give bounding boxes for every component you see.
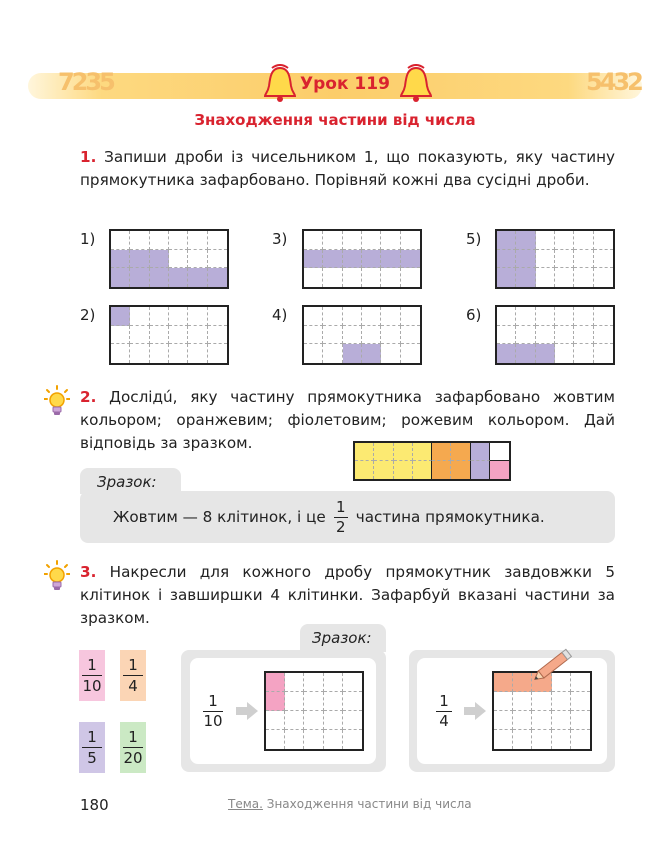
- grid-cell: [304, 692, 323, 711]
- grid-cell: [401, 268, 420, 287]
- task3-text: [80, 561, 615, 630]
- grid-cell: [323, 326, 342, 345]
- grid-cell: [323, 344, 342, 363]
- grid-cell: [516, 307, 535, 326]
- grid-cell: [304, 307, 323, 326]
- example-fraction-1: [203, 693, 223, 730]
- sample-sentence: [113, 495, 545, 539]
- color-cell: [451, 461, 470, 479]
- grid-cell: [208, 344, 227, 363]
- grid-cell: [552, 711, 571, 730]
- grid-figure-5: [495, 229, 615, 289]
- fraction-card: [79, 650, 105, 701]
- grid-cell: [304, 673, 323, 692]
- task3-instruction: Накресли для кожного дробу прямокутник завдовжки 5 клітинок і завширшки 4 клітинки. Зафарбуй вказані частини за зразком.: [80, 563, 615, 627]
- fraction-bar: [123, 675, 143, 676]
- grid-cell: [111, 231, 130, 250]
- grid-figure-1: [109, 229, 229, 289]
- card-den: 5: [87, 749, 97, 767]
- task1-instruction: Запиши дроби із чисельником 1, що показують, яку частину прямокутника зафарбовано. Порівняй кожні два сусідні дроби.: [80, 148, 616, 189]
- grid-cell: [324, 692, 343, 711]
- footer-topic-text: Знаходження частини від числа: [266, 797, 472, 811]
- grid-cell: [150, 250, 169, 269]
- task2-number: 2.: [80, 388, 97, 406]
- lightbulb-icon: [44, 385, 70, 419]
- grid-cell: [497, 268, 516, 287]
- grid-cell: [594, 307, 613, 326]
- grid-cell: [324, 711, 343, 730]
- grid-cell: [513, 692, 532, 711]
- grid-cell: [111, 344, 130, 363]
- grid-cell: [343, 692, 362, 711]
- pencil-icon: [528, 644, 580, 686]
- grid-cell: [304, 231, 323, 250]
- color-cell: [374, 443, 393, 461]
- card-num: 1: [87, 728, 97, 746]
- color-cell: [413, 443, 432, 461]
- task1-number: 1.: [80, 148, 97, 166]
- grid-cell: [555, 231, 574, 250]
- bell-icon-left: [262, 64, 298, 104]
- grid-cell: [497, 250, 516, 269]
- example-fraction-2: [436, 693, 452, 730]
- figure-label-5: 5): [466, 230, 482, 248]
- grid-cell: [594, 250, 613, 269]
- grid-cell: [362, 307, 381, 326]
- grid-cell: [208, 231, 227, 250]
- grid-cell: [323, 231, 342, 250]
- fraction-card: [120, 722, 146, 773]
- page-subtitle: Знаходження частини від числа: [194, 111, 476, 129]
- example-fraction-den: 10: [203, 712, 223, 730]
- grid-cell: [188, 307, 207, 326]
- color-rectangle: [353, 441, 511, 481]
- example-fraction-den: 4: [439, 712, 449, 730]
- card-den: 4: [128, 677, 138, 695]
- color-cell: [451, 443, 470, 461]
- grid-cell: [381, 344, 400, 363]
- grid-cell: [188, 326, 207, 345]
- grid-cell: [130, 326, 149, 345]
- grid-cell: [285, 673, 304, 692]
- card-den: 10: [82, 677, 102, 695]
- figure-label-2: 2): [80, 306, 96, 324]
- sample-text-after: частина прямокутника.: [355, 508, 545, 526]
- grid-cell: [574, 307, 593, 326]
- grid-cell: [594, 231, 613, 250]
- grid-cell: [571, 711, 590, 730]
- grid-cell: [513, 711, 532, 730]
- grid-cell: [324, 730, 343, 749]
- grid-cell: [381, 250, 400, 269]
- grid-cell: [304, 250, 323, 269]
- grid-cell: [536, 344, 555, 363]
- color-cell: [471, 443, 490, 461]
- grid-cell: [343, 307, 362, 326]
- grid-cell: [169, 344, 188, 363]
- sample-fraction-num: 1: [335, 497, 346, 516]
- grid-cell: [304, 268, 323, 287]
- color-cell: [432, 443, 451, 461]
- color-cell: [355, 461, 374, 479]
- grid-cell: [150, 268, 169, 287]
- grid-cell: [555, 344, 574, 363]
- grid-cell: [208, 268, 227, 287]
- fraction-card: [120, 650, 146, 701]
- grid-cell: [304, 326, 323, 345]
- grid-cell: [150, 326, 169, 345]
- grid-cell: [574, 326, 593, 345]
- grid-cell: [324, 673, 343, 692]
- grid-cell: [574, 344, 593, 363]
- grid-cell: [401, 344, 420, 363]
- grid-cell: [304, 711, 323, 730]
- color-cell: [432, 461, 451, 479]
- grid-cell: [362, 344, 381, 363]
- lesson-title: Урок 119: [300, 74, 390, 94]
- decor-numbers-left: 7235: [58, 68, 113, 96]
- grid-cell: [552, 730, 571, 749]
- grid-cell: [362, 326, 381, 345]
- grid-cell: [536, 268, 555, 287]
- grid-cell: [169, 307, 188, 326]
- grid-cell: [594, 268, 613, 287]
- grid-cell: [285, 692, 304, 711]
- grid-cell: [362, 231, 381, 250]
- card-num: 1: [128, 728, 138, 746]
- grid-cell: [574, 231, 593, 250]
- grid-cell: [401, 250, 420, 269]
- grid-cell: [343, 326, 362, 345]
- decor-numbers-right: 5432: [586, 68, 641, 96]
- card-den: 20: [123, 749, 143, 767]
- color-cell: [374, 461, 393, 479]
- grid-cell: [188, 268, 207, 287]
- grid-cell: [574, 268, 593, 287]
- color-cell: [471, 461, 490, 479]
- bell-icon-right: [398, 64, 434, 104]
- fraction-bar: [123, 747, 143, 748]
- grid-cell: [362, 268, 381, 287]
- grid-cell: [516, 268, 535, 287]
- grid-cell: [494, 673, 513, 692]
- grid-figure-6: [495, 305, 615, 365]
- grid-cell: [497, 326, 516, 345]
- grid-cell: [285, 730, 304, 749]
- color-cell: [394, 461, 413, 479]
- grid-cell: [497, 231, 516, 250]
- grid-cell: [362, 250, 381, 269]
- grid-cell: [401, 231, 420, 250]
- grid-cell: [169, 231, 188, 250]
- grid-cell: [188, 231, 207, 250]
- task1-text: [80, 146, 615, 192]
- footer-topic: [228, 797, 472, 811]
- grid-cell: [555, 326, 574, 345]
- example-fraction-num: 1: [208, 692, 218, 710]
- grid-cell: [536, 250, 555, 269]
- grid-cell: [323, 250, 342, 269]
- grid-cell: [304, 344, 323, 363]
- sample-fraction: [334, 499, 348, 536]
- grid-figure-2: [109, 305, 229, 365]
- grid-cell: [532, 730, 551, 749]
- grid-cell: [343, 268, 362, 287]
- figure-label-6: 6): [466, 306, 482, 324]
- grid-cell: [516, 250, 535, 269]
- grid-cell: [266, 711, 285, 730]
- grid-cell: [169, 250, 188, 269]
- grid-cell: [536, 326, 555, 345]
- grid-cell: [130, 344, 149, 363]
- fraction-bar: [82, 675, 102, 676]
- grid-cell: [381, 326, 400, 345]
- grid-figure-3: [302, 229, 422, 289]
- grid-cell: [150, 307, 169, 326]
- grid-cell: [552, 692, 571, 711]
- grid-cell: [381, 268, 400, 287]
- grid-cell: [266, 730, 285, 749]
- grid-cell: [555, 268, 574, 287]
- sample-fraction-den: 2: [335, 517, 346, 536]
- grid-cell: [571, 730, 590, 749]
- grid-cell: [494, 730, 513, 749]
- grid-cell: [304, 730, 323, 749]
- grid-cell: [401, 307, 420, 326]
- arrow-right-icon: [236, 702, 258, 720]
- grid-figure-4: [302, 305, 422, 365]
- grid-cell: [494, 711, 513, 730]
- grid-cell: [343, 250, 362, 269]
- page-number: 180: [80, 796, 109, 814]
- grid-cell: [150, 231, 169, 250]
- grid-cell: [555, 250, 574, 269]
- grid-cell: [516, 344, 535, 363]
- grid-cell: [516, 231, 535, 250]
- task2-text: [80, 386, 615, 455]
- grid-cell: [169, 326, 188, 345]
- color-cell: [490, 461, 509, 479]
- grid-cell: [497, 344, 516, 363]
- sample-text-before: Жовтим — 8 клітинок, і це: [113, 508, 326, 526]
- arrow-right-icon: [464, 702, 486, 720]
- color-cell: [413, 461, 432, 479]
- grid-cell: [343, 711, 362, 730]
- example-fraction-num: 1: [439, 692, 449, 710]
- grid-cell: [516, 326, 535, 345]
- card-num: 1: [128, 656, 138, 674]
- grid-cell: [574, 250, 593, 269]
- grid-cell: [532, 692, 551, 711]
- grid-cell: [343, 730, 362, 749]
- grid-cell: [169, 268, 188, 287]
- grid-cell: [130, 307, 149, 326]
- grid-cell: [111, 326, 130, 345]
- grid-cell: [381, 307, 400, 326]
- grid-cell: [594, 326, 613, 345]
- grid-cell: [555, 307, 574, 326]
- grid-cell: [111, 307, 130, 326]
- grid-cell: [208, 307, 227, 326]
- grid-cell: [150, 344, 169, 363]
- grid-cell: [130, 250, 149, 269]
- example-grid-1: [264, 671, 364, 751]
- footer-topic-label: Тема.: [228, 797, 263, 811]
- figure-label-4: 4): [272, 306, 288, 324]
- grid-cell: [130, 268, 149, 287]
- task2-instruction: Дослідú, яку частину прямокутника зафарбовано жовтим кольором; оранжевим; фіолетовим; рожевим кольором. Дай відповідь за зразком.: [80, 388, 615, 452]
- grid-cell: [323, 268, 342, 287]
- grid-cell: [571, 692, 590, 711]
- task3-number: 3.: [80, 563, 97, 581]
- grid-cell: [130, 231, 149, 250]
- grid-cell: [381, 231, 400, 250]
- grid-cell: [343, 231, 362, 250]
- grid-cell: [188, 344, 207, 363]
- grid-cell: [343, 344, 362, 363]
- grid-cell: [208, 250, 227, 269]
- sample-tab-3: Зразок:: [300, 624, 386, 652]
- grid-cell: [536, 231, 555, 250]
- grid-cell: [323, 307, 342, 326]
- grid-cell: [343, 673, 362, 692]
- fraction-card: [79, 722, 105, 773]
- grid-cell: [513, 730, 532, 749]
- grid-cell: [111, 268, 130, 287]
- card-num: 1: [87, 656, 97, 674]
- grid-cell: [536, 307, 555, 326]
- lightbulb-icon: [44, 560, 70, 594]
- color-cell: [490, 443, 509, 461]
- grid-cell: [532, 711, 551, 730]
- grid-cell: [208, 326, 227, 345]
- grid-cell: [111, 250, 130, 269]
- grid-cell: [594, 344, 613, 363]
- grid-cell: [188, 250, 207, 269]
- grid-cell: [497, 307, 516, 326]
- sample-tab-2: Зразок:: [80, 468, 181, 494]
- grid-cell: [285, 711, 304, 730]
- grid-cell: [494, 692, 513, 711]
- figure-label-3: 3): [272, 230, 288, 248]
- color-cell: [355, 443, 374, 461]
- grid-cell: [266, 692, 285, 711]
- figure-label-1: 1): [80, 230, 96, 248]
- color-cell: [394, 443, 413, 461]
- fraction-bar: [82, 747, 102, 748]
- grid-cell: [401, 326, 420, 345]
- grid-cell: [266, 673, 285, 692]
